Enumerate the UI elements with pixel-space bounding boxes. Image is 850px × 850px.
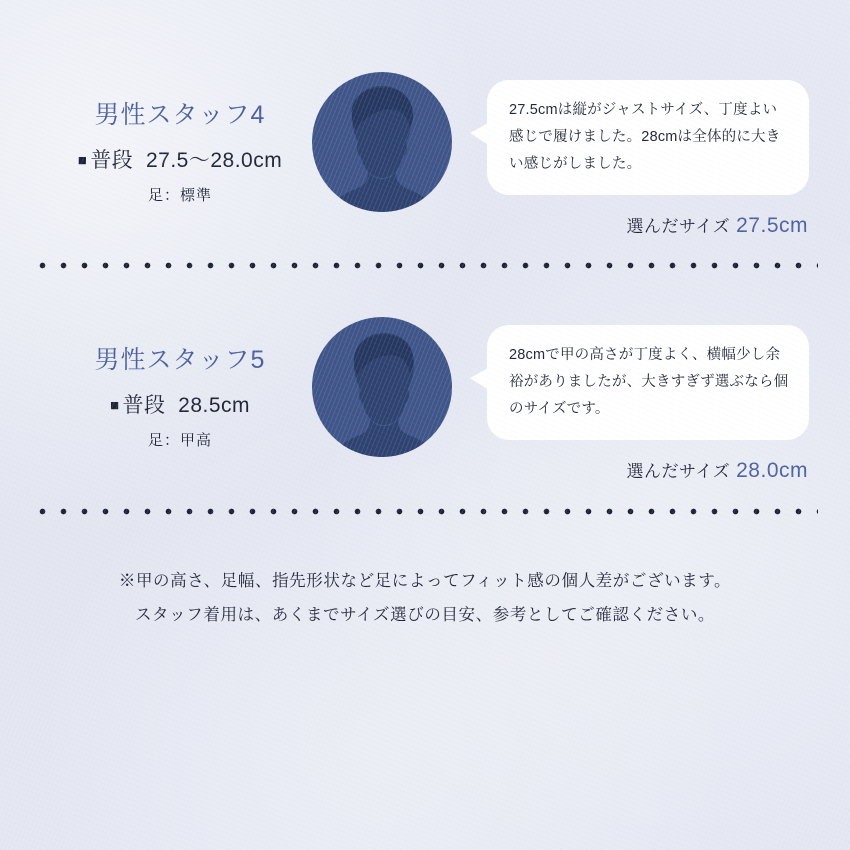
bullet-square-icon: ■	[109, 397, 120, 414]
staff-usual-value: 27.5〜28.0cm	[145, 149, 283, 172]
chosen-size	[626, 457, 808, 483]
staff-comment-bubble	[487, 80, 809, 195]
staff-name: 男性スタッフ5	[94, 346, 266, 374]
staff-usual-value: 28.5cm	[178, 394, 251, 417]
chosen-size-value: 27.5cm	[736, 214, 808, 237]
bubble-tail-icon	[470, 122, 490, 146]
staff-comment-text: 28cmで甲の高さが丁度よく、横幅少し余裕がありましたが、大きすぎず選ぶなら個のサイズです。	[509, 347, 789, 417]
staff-review-block	[0, 60, 850, 250]
chosen-size-value: 28.0cm	[736, 459, 808, 482]
staff-comment-bubble	[487, 325, 809, 440]
chosen-size-label: 選んだサイズ	[626, 462, 731, 481]
staff-usual-label: 普段	[122, 394, 166, 417]
staff-name: 男性スタッフ4	[94, 101, 266, 129]
staff-usual-label: 普段	[90, 149, 134, 172]
staff-review-block	[0, 305, 850, 495]
disclaimer-line-1: ※甲の高さ、足幅、指先形状など足によってフィット感の個人差がございます。	[118, 572, 732, 590]
staff-info	[40, 95, 320, 205]
staff-foot-type: 足：甲高	[147, 432, 212, 449]
bullet-square-icon: ■	[77, 152, 88, 169]
avatar-silhouette-svg	[312, 317, 452, 457]
dotted-divider	[32, 508, 818, 515]
chosen-size	[626, 212, 808, 238]
male-staff-5-silhouette	[312, 317, 452, 457]
staff-usual-size	[40, 144, 320, 174]
dotted-divider	[32, 262, 818, 269]
staff-usual-size	[40, 389, 320, 419]
staff-foot-type: 足：標準	[147, 187, 212, 204]
disclaimer-note	[0, 565, 850, 633]
staff-comment-text: 27.5cmは縦がジャストサイズ、丁度よい感じで履けました。28cmは全体的に大きい感じがしました。	[509, 102, 781, 172]
bubble-tail-icon	[470, 367, 490, 391]
chosen-size-label: 選んだサイズ	[626, 217, 731, 236]
disclaimer-line-2: スタッフ着用は、あくまでサイズ選びの目安、参考としてご確認ください。	[134, 605, 716, 624]
avatar-silhouette-svg	[312, 72, 452, 212]
staff-info	[40, 340, 320, 450]
male-staff-4-silhouette	[312, 72, 452, 212]
